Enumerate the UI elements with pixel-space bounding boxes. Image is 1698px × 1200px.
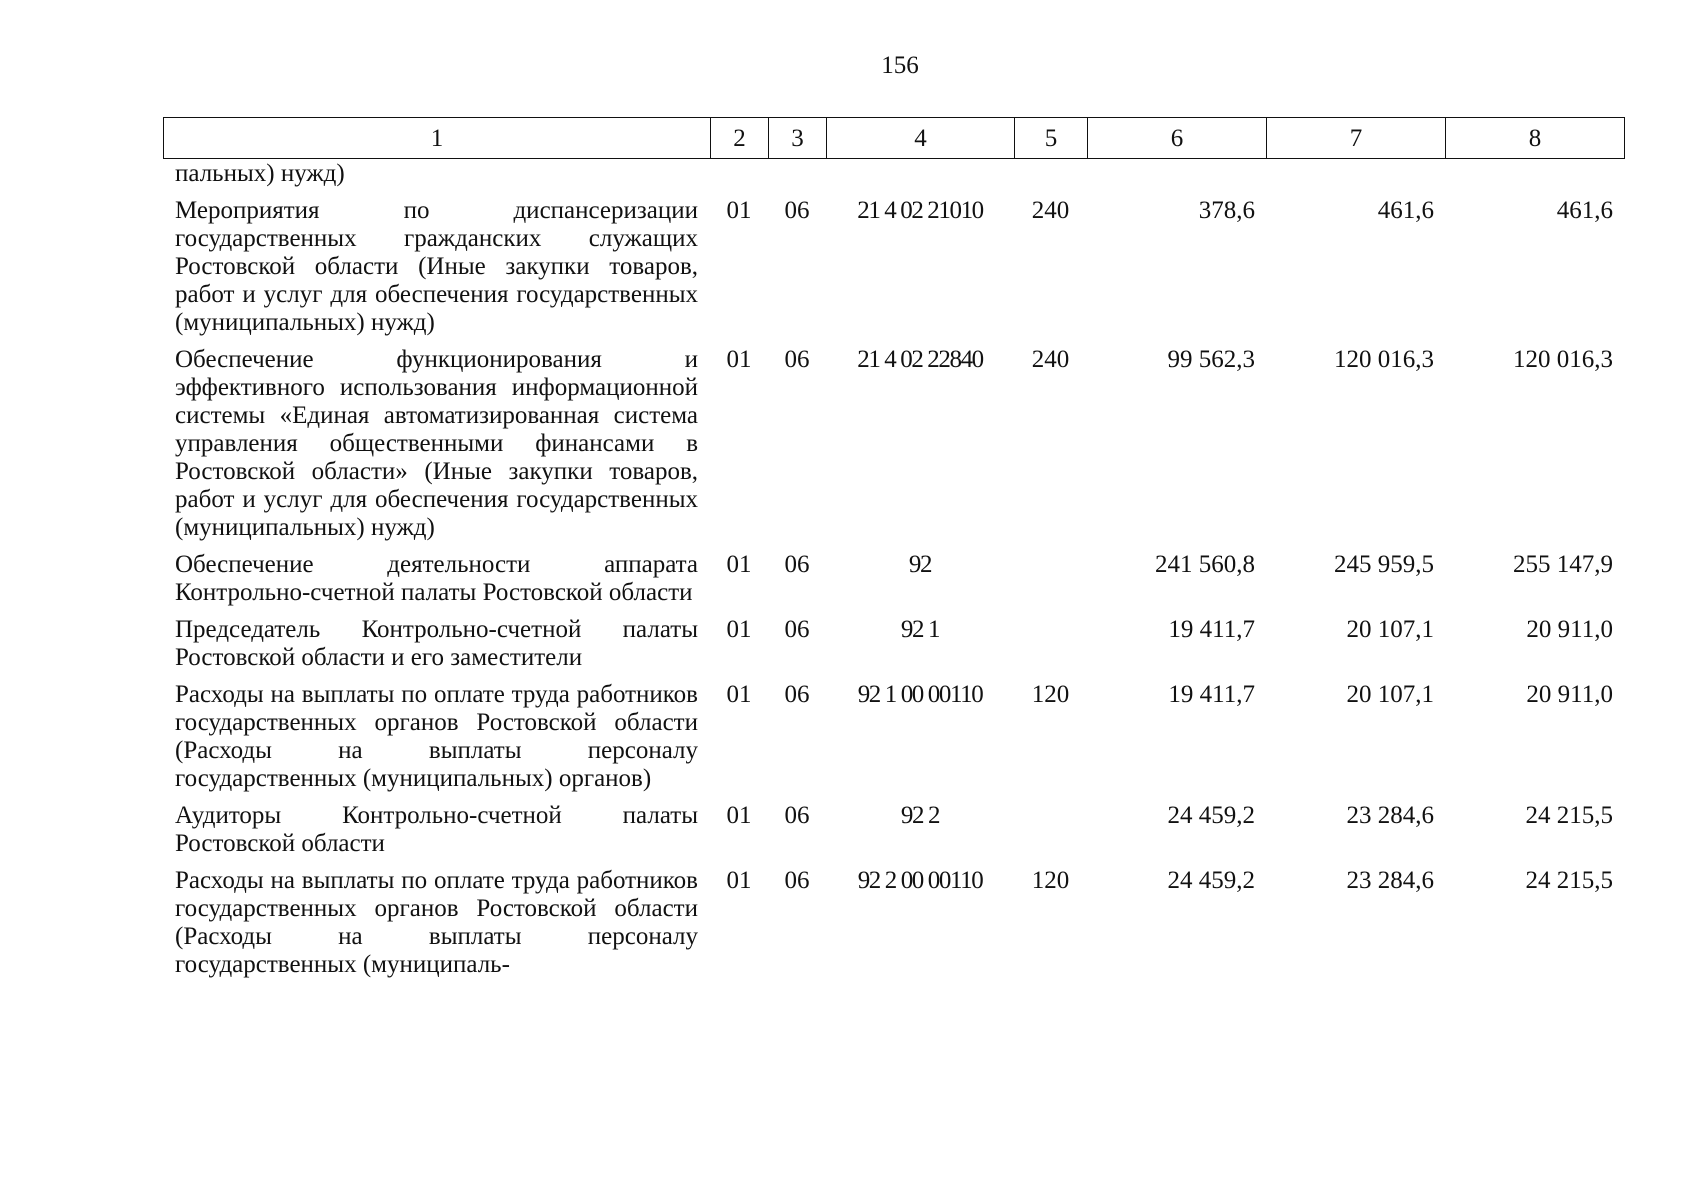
section-code (710, 160, 768, 197)
target-article-code: 21 4 02 22840 (857, 346, 983, 373)
target-article-code: 92 2 00 00110 (857, 867, 983, 894)
amount-col-6: 19 411,7 (1168, 616, 1255, 643)
header-col-8: 8 (1446, 118, 1625, 159)
table-row (163, 160, 1624, 197)
section-code: 01 (726, 681, 752, 708)
amount-col-8: 24 215,5 (1525, 867, 1613, 894)
amount-col-6: 19 411,7 (1168, 681, 1255, 708)
header-col-5: 5 (1015, 118, 1088, 159)
budget-table (163, 160, 1624, 988)
section-code: 01 (726, 616, 752, 643)
page-number: 156 (881, 52, 919, 79)
header-col-6: 6 (1088, 118, 1267, 159)
target-article-code: 92 1 (900, 616, 940, 643)
section-code: 01 (726, 346, 752, 373)
amount-col-7: 20 107,1 (1346, 681, 1434, 708)
subsection-code: 06 (784, 551, 810, 578)
table-header (163, 117, 1625, 159)
amount-col-7: 23 284,6 (1346, 867, 1434, 894)
amount-col-8: 20 911,0 (1526, 681, 1613, 708)
table-row (163, 197, 1624, 346)
table-row (163, 616, 1624, 681)
target-article-code: 21 4 02 21010 (857, 197, 983, 224)
amount-col-7 (1266, 160, 1445, 197)
table-row (163, 551, 1624, 616)
row-description: Расходы на выплаты по оплате труда работников государственных органов Ростовской области (Расходы на выплаты персоналу государственных (муниципаль- (175, 867, 698, 978)
section-code: 01 (726, 802, 752, 829)
section-code: 01 (726, 197, 752, 224)
row-description: Мероприятия по диспансеризации государственных гражданских служащих Ростовской области (Иные закупки товаров, работ и услуг для обеспечения государственных (муниципальных) нужд) (175, 197, 698, 336)
table-row (163, 681, 1624, 802)
target-article-code: 92 1 00 00110 (857, 681, 983, 708)
subsection-code: 06 (784, 867, 810, 894)
amount-col-7: 461,6 (1377, 197, 1434, 224)
row-description: Расходы на выплаты по оплате труда работников государственных органов Ростовской области (Расходы на выплаты персоналу государственных (муниципальных) органов) (175, 681, 698, 792)
amount-col-7: 23 284,6 (1346, 802, 1434, 829)
subsection-code (768, 160, 826, 197)
target-article-code (826, 160, 1014, 197)
table-row (163, 346, 1624, 551)
row-description: Председатель Контрольно-счетной палаты Ростовской области и его заместители (175, 616, 698, 671)
table-row (163, 802, 1624, 867)
header-col-1: 1 (164, 118, 711, 159)
amount-col-6: 24 459,2 (1167, 867, 1255, 894)
amount-col-6: 99 562,3 (1167, 346, 1255, 373)
expense-type-code (1014, 616, 1087, 681)
amount-col-8: 24 215,5 (1525, 802, 1613, 829)
amount-col-6: 24 459,2 (1167, 802, 1255, 829)
amount-col-6: 378,6 (1198, 197, 1255, 224)
subsection-code: 06 (784, 197, 810, 224)
amount-col-7: 120 016,3 (1334, 346, 1434, 373)
header-col-4: 4 (827, 118, 1015, 159)
amount-col-7: 20 107,1 (1346, 616, 1434, 643)
expense-type-code: 120 (1031, 867, 1070, 894)
row-description: Обеспечение функционирования и эффективного использования информационной системы «Единая автоматизированная система управления общественными финансами в Ростовской области» (Иные закупки товаров, работ и услуг для обеспечения государственных (муниципальных) нужд) (175, 346, 698, 541)
header-col-7: 7 (1267, 118, 1446, 159)
amount-col-8 (1445, 160, 1624, 197)
row-description: Обеспечение деятельности аппарата Контрольно-счетной палаты Ростовской области (175, 551, 698, 606)
amount-col-7: 245 959,5 (1334, 551, 1434, 578)
target-article-code: 92 2 (900, 802, 940, 829)
subsection-code: 06 (784, 616, 810, 643)
table-row (163, 867, 1624, 988)
row-description: Аудиторы Контрольно-счетной палаты Ростовской области (175, 802, 698, 857)
expense-type-code (1014, 160, 1087, 197)
header-col-3: 3 (769, 118, 827, 159)
target-article-code: 92 (908, 551, 932, 578)
expense-type-code (1014, 551, 1087, 616)
subsection-code: 06 (784, 346, 810, 373)
header-row (164, 118, 1625, 159)
subsection-code: 06 (784, 802, 810, 829)
subsection-code: 06 (784, 681, 810, 708)
expense-type-code (1014, 802, 1087, 867)
header-col-2: 2 (711, 118, 769, 159)
amount-col-8: 20 911,0 (1526, 616, 1613, 643)
amount-col-6 (1087, 160, 1266, 197)
row-description: пальных) нужд) (175, 160, 345, 187)
amount-col-8: 255 147,9 (1513, 551, 1613, 578)
amount-col-8: 461,6 (1556, 197, 1613, 224)
expense-type-code: 120 (1031, 681, 1070, 708)
expense-type-code: 240 (1031, 346, 1070, 373)
section-code: 01 (726, 867, 752, 894)
section-code: 01 (726, 551, 752, 578)
amount-col-8: 120 016,3 (1513, 346, 1613, 373)
expense-type-code: 240 (1031, 197, 1070, 224)
amount-col-6: 241 560,8 (1155, 551, 1255, 578)
